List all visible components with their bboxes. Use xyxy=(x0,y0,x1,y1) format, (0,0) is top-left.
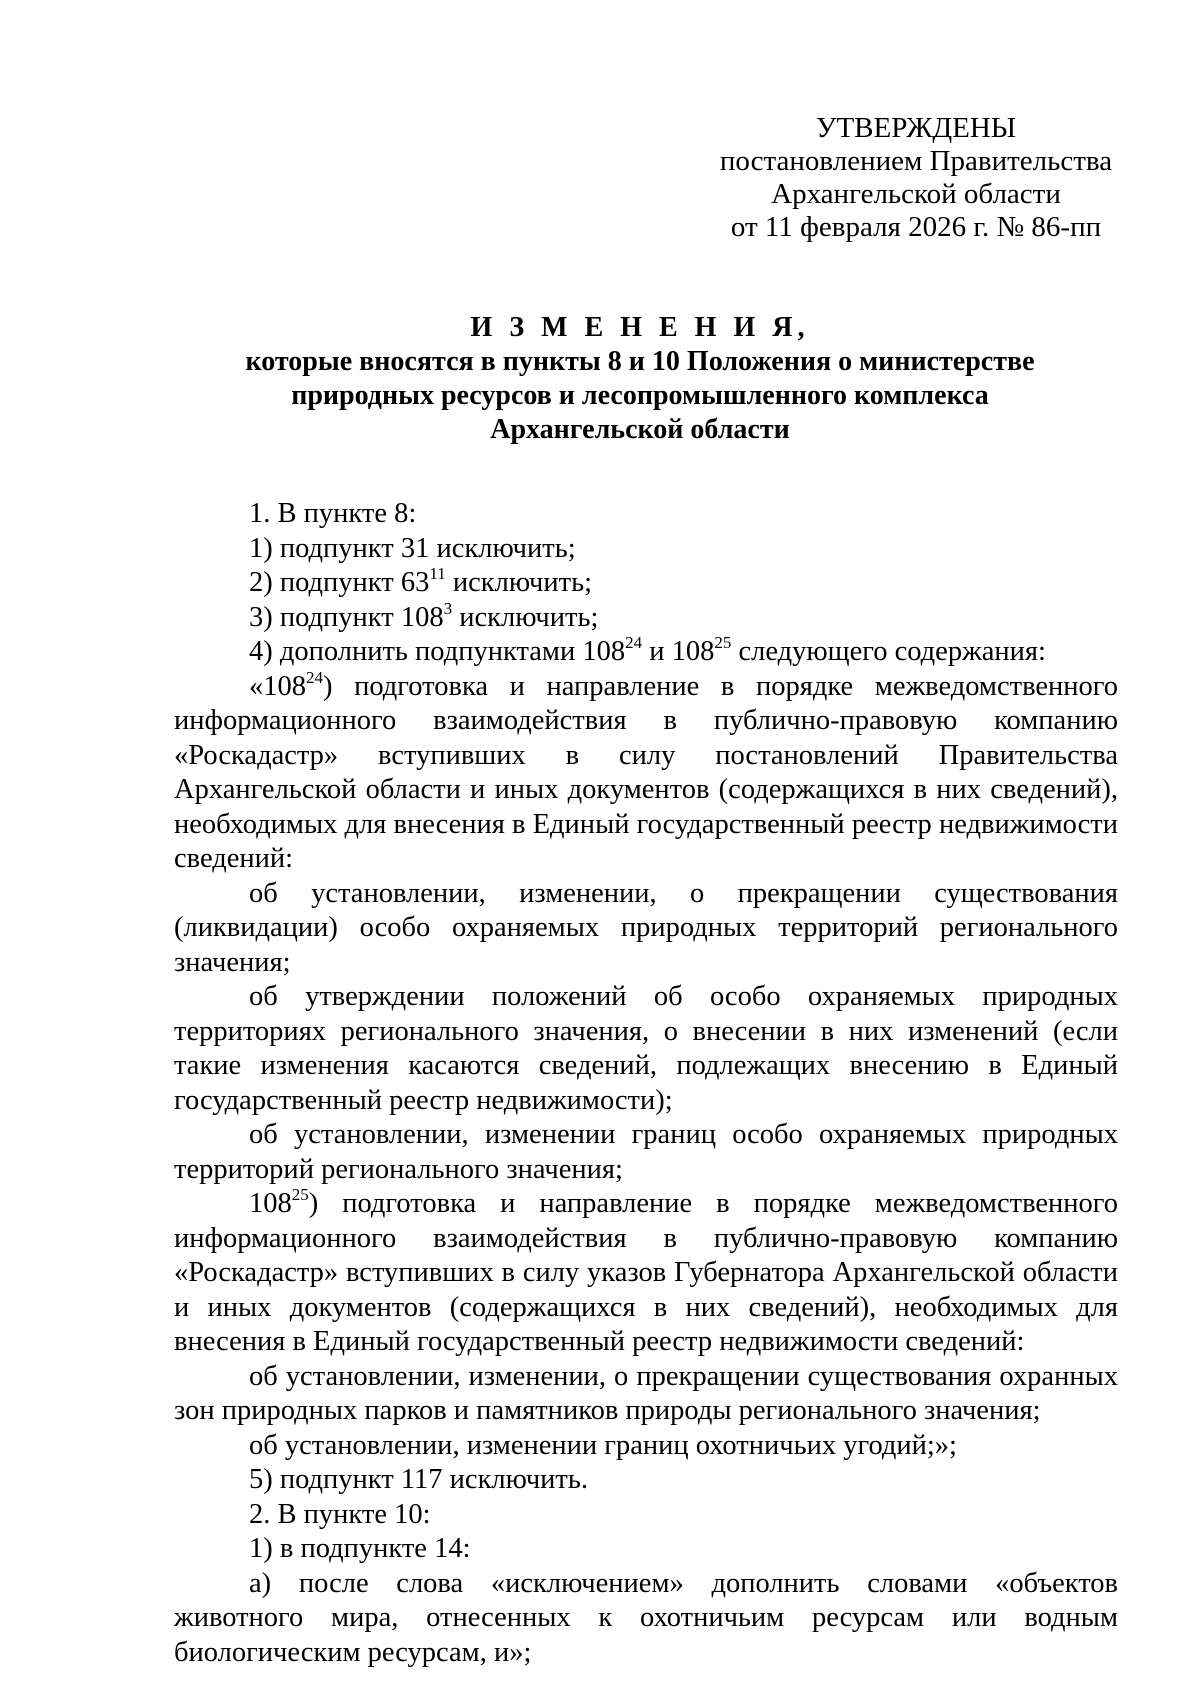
paragraph-text: 1) подпункт 31 исключить; xyxy=(249,532,576,564)
heading-line-3: Архангельской области xyxy=(490,414,790,445)
paragraph-text: 3) подпункт 108 xyxy=(249,601,444,633)
paragraph-text: об установлении, изменении, о прекращении существования охранных зон природных парков и памятников природы регионального значения; xyxy=(174,1360,1118,1426)
paragraph-text: исключить; xyxy=(445,567,592,598)
paragraph-text: об установлении, изменении, о прекращении существования (ликвидации) особо охраняемых природных территорий регионального значения; xyxy=(174,877,1118,978)
paragraph-text: исключить; xyxy=(452,601,599,633)
document-heading xyxy=(175,311,1105,447)
paragraph-item-2 xyxy=(174,1498,1118,1533)
paragraph-subitem-1 xyxy=(174,532,1118,567)
paragraph-text: 5) подпункт 117 исключить. xyxy=(249,1464,589,1495)
superscript-index: 11 xyxy=(429,564,446,583)
paragraph-text: об установлении, изменении границ особо охраняемых природных территорий регионального значения; xyxy=(174,1119,1118,1185)
paragraph-text: «108 xyxy=(249,670,306,702)
heading-title: И З М Е Н Е Н И Я, xyxy=(470,312,810,343)
approval-line-authority: постановлением Правительства xyxy=(719,145,1113,177)
approval-line-date-number: от 11 февраля 2026 г. № 86-пп xyxy=(730,211,1102,243)
paragraph-oopt-status xyxy=(174,877,1118,981)
paragraph-text: 4) дополнить подпунктами 108 xyxy=(249,636,626,667)
approval-stamp xyxy=(716,112,1116,244)
paragraph-item-1 xyxy=(174,497,1118,532)
paragraph-108-24 xyxy=(174,667,1118,877)
paragraph-text: 1. В пункте 8: xyxy=(249,498,417,529)
paragraph-text: ) подготовка и направление в порядке межведомственного информационного взаимодействия в публично-правовую компанию «Роскадастр» вступивших в силу постановлений Правительства Архангельской области и иных документов (содержащихся в них сведений), необходимых для внесения в Единый государственный реестр недвижимости сведений: xyxy=(174,670,1118,874)
document-body xyxy=(174,497,1118,1670)
paragraph-item-2-subitem-1 xyxy=(174,1532,1118,1567)
paragraph-protected-zones xyxy=(174,1360,1118,1429)
paragraph-text: следующего содержания: xyxy=(731,636,1046,667)
paragraph-item-2-subitem-a xyxy=(174,1567,1118,1671)
paragraph-subitem-2 xyxy=(174,566,1118,601)
paragraph-subitem-4 xyxy=(174,635,1118,670)
paragraph-text: 1) в подпункте 14: xyxy=(249,1533,471,1564)
paragraph-oopt-borders xyxy=(174,1118,1118,1187)
paragraph-108-25 xyxy=(174,1187,1118,1360)
paragraph-hunting-grounds xyxy=(174,1429,1118,1464)
paragraph-text: 2) подпункт 63 xyxy=(249,567,430,598)
superscript-index: 25 xyxy=(291,1185,309,1204)
paragraph-text: об установлении, изменении границ охотничьих угодий;»; xyxy=(249,1429,957,1461)
paragraph-text: и 108 xyxy=(642,636,715,667)
superscript-index: 3 xyxy=(443,598,453,618)
approval-line-region: Архангельской области xyxy=(771,178,1061,210)
heading-line-2: природных ресурсов и лесопромышленного комплекса xyxy=(291,380,989,411)
superscript-index: 24 xyxy=(306,667,323,687)
paragraph-subitem-5 xyxy=(174,1463,1118,1498)
paragraph-text: а) после слова «исключением» дополнить словами «объектов животного мира, отнесенных к охотничьим ресурсам или водным биологическим ресурсам, и»; xyxy=(174,1567,1118,1668)
superscript-index: 24 xyxy=(625,633,643,652)
paragraph-text: об утверждении положений об особо охраняемых природных территориях регионального значения, о внесении в них изменений (если такие изменения касаются сведений, подлежащих внесению в Единый государственный реестр недвижимости); xyxy=(174,981,1118,1116)
paragraph-oopt-regulations xyxy=(174,980,1118,1118)
superscript-index: 25 xyxy=(714,633,732,652)
paragraph-text: 108 xyxy=(249,1188,292,1219)
paragraph-text: ) подготовка и направление в порядке межведомственного информационного взаимодействия в публично-правовую компанию «Роскадастр» вступивших в силу указов Губернатора Архангельской области и иных документов (содержащихся в них сведений), необходимых для внесения в Единый государственный реестр недвижимости сведений: xyxy=(174,1188,1118,1357)
approval-title: УТВЕРЖДЕНЫ xyxy=(815,112,1017,144)
heading-line-1: которые вносятся в пункты 8 и 10 Положения о министерстве xyxy=(245,346,1035,377)
paragraph-subitem-3 xyxy=(174,598,1118,636)
paragraph-text: 2. В пункте 10: xyxy=(249,1498,431,1530)
